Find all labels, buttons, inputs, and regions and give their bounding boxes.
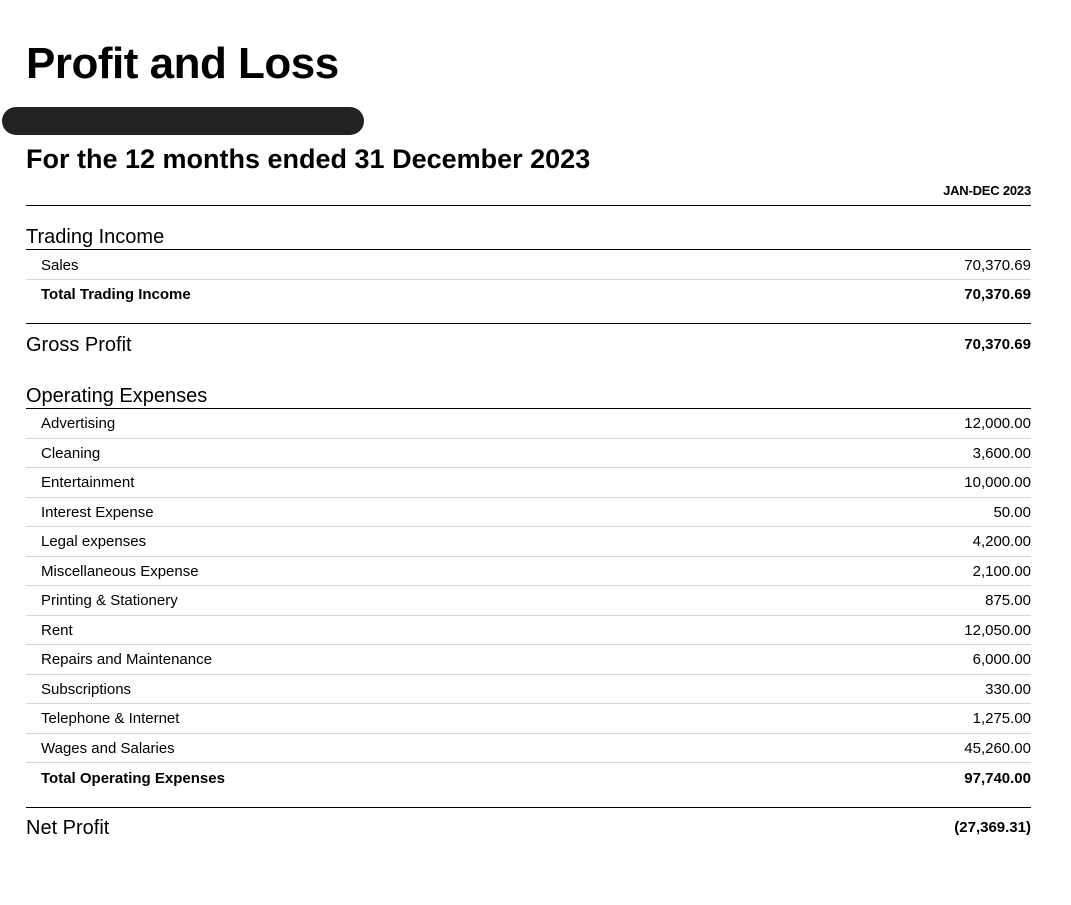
account-label: Sales [41, 257, 79, 274]
report-period: For the 12 months ended 31 December 2023 [26, 144, 591, 174]
table-row [26, 616, 1031, 645]
table-row [26, 439, 1031, 468]
redacted-organisation-name [2, 107, 364, 135]
account-label: Printing & Stationery [41, 592, 178, 609]
table-row [26, 498, 1031, 527]
account-amount: 50.00 [993, 503, 1031, 521]
row-divider [26, 762, 1031, 763]
section-divider [26, 807, 1031, 808]
total-label: Total Operating Expenses [41, 770, 225, 787]
account-label: Wages and Salaries [41, 739, 175, 757]
account-amount: 4,200.00 [972, 533, 1031, 550]
account-amount: 1,275.00 [972, 710, 1031, 727]
gross-profit-row [26, 330, 1031, 360]
total-amount: 70,370.69 [964, 286, 1031, 303]
account-amount: 330.00 [985, 680, 1031, 698]
net-profit-label: Net Profit [26, 817, 110, 839]
table-row [26, 251, 1031, 280]
gross-profit-amount: 70,370.69 [964, 336, 1031, 353]
account-amount: 12,000.00 [964, 415, 1031, 432]
account-amount: 45,260.00 [964, 739, 1031, 757]
account-label: Legal expenses [41, 533, 147, 550]
table-row [26, 527, 1031, 556]
table-row [26, 675, 1031, 704]
table-row [26, 557, 1031, 586]
section-divider [26, 249, 1031, 250]
total-row-trading-income [26, 280, 1031, 309]
table-row [26, 586, 1031, 615]
total-amount: 97,740.00 [964, 770, 1031, 787]
account-amount: 10,000.00 [964, 474, 1031, 491]
account-amount: 70,370.69 [964, 257, 1031, 274]
section-divider [26, 323, 1031, 324]
table-row [26, 468, 1031, 497]
account-amount: 6,000.00 [972, 651, 1031, 668]
account-label: Repairs and Maintenance [41, 651, 212, 668]
header-divider [26, 205, 1031, 206]
column-header-period: JAN-DEC 2023 [943, 183, 1031, 198]
table-row [26, 704, 1031, 733]
total-row-operating-expenses [26, 764, 1031, 793]
account-label: Interest Expense [41, 503, 154, 521]
account-label: Cleaning [41, 444, 101, 462]
table-row [26, 409, 1031, 438]
account-label: Rent [41, 621, 73, 639]
total-label: Total Trading Income [41, 286, 191, 303]
net-profit-amount: (27,369.31) [954, 819, 1031, 836]
account-label: Entertainment [41, 474, 135, 491]
account-label: Miscellaneous Expense [41, 562, 199, 580]
table-row [26, 734, 1031, 763]
account-label: Advertising [41, 415, 116, 432]
section-heading-operating-expenses: Operating Expenses [26, 385, 208, 407]
account-amount: 12,050.00 [964, 621, 1031, 639]
section-heading-trading-income: Trading Income [26, 226, 165, 248]
net-profit-row [26, 813, 1031, 843]
account-amount: 2,100.00 [972, 562, 1031, 580]
gross-profit-label: Gross Profit [26, 334, 132, 356]
table-row [26, 645, 1031, 674]
report-title: Profit and Loss [26, 39, 339, 88]
account-amount: 875.00 [985, 592, 1031, 609]
account-amount: 3,600.00 [972, 444, 1031, 462]
account-label: Telephone & Internet [41, 710, 180, 727]
account-label: Subscriptions [41, 680, 132, 698]
